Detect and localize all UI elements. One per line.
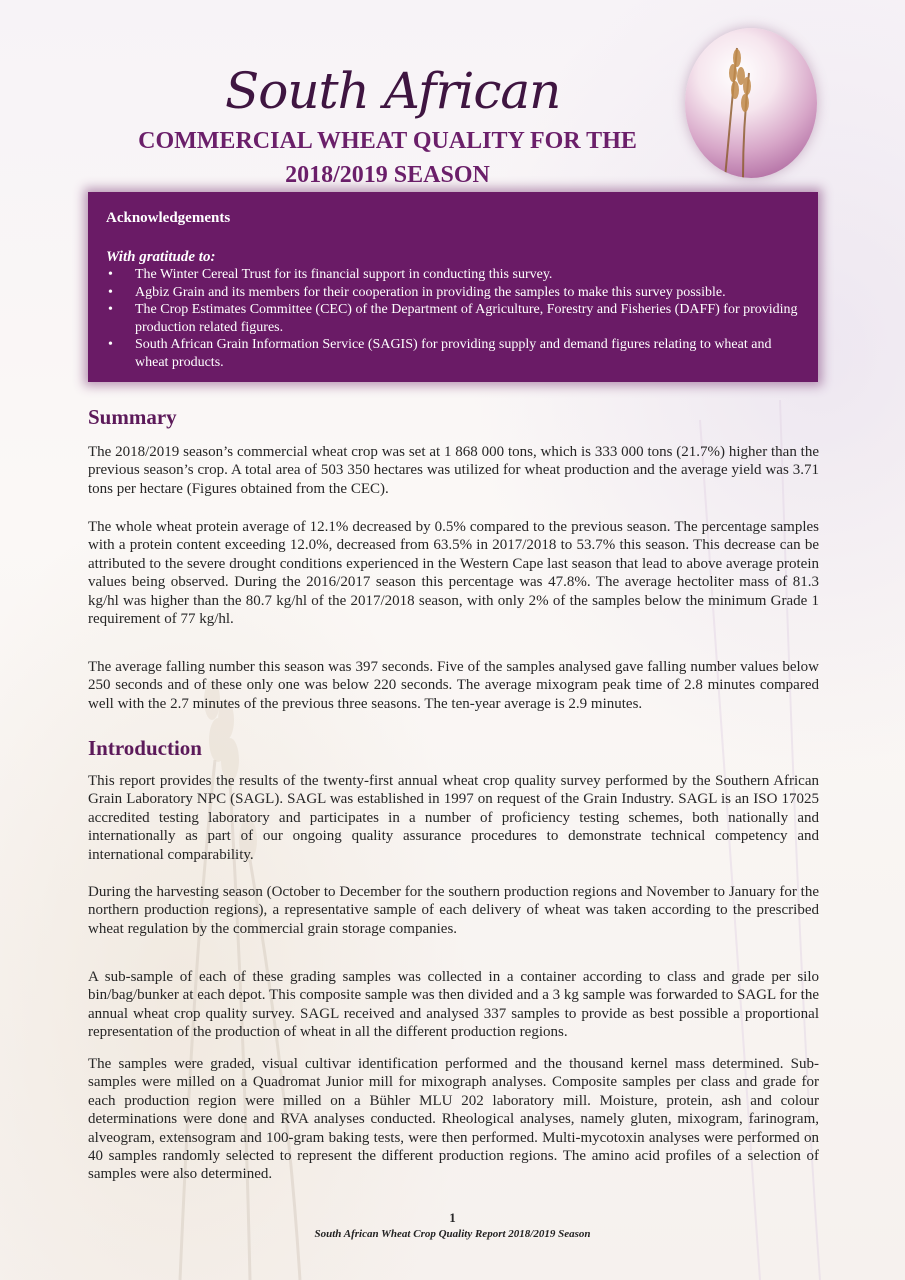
wheat-photo-emblem (685, 28, 817, 178)
page-footer: South African Wheat Crop Quality Report 2018/2019 Season (314, 1228, 591, 1240)
acknowledgements-list (106, 266, 798, 371)
title-script-south-african: South African (225, 62, 561, 120)
introduction-paragraph: During the harvesting season (October to December for the southern production regions and November to January for the northern production regions), a representative sample of each delivery of wheat was taken according to the prescribed wheat regulation by the commercial grain storage companies. (88, 884, 819, 937)
introduction-paragraph: The samples were graded, visual cultivar identification performed and the thousand kernel mass determined. Sub-samples were milled on a Quadromat Junior mill for mixograph analyses. Composite samples per class and grade for each production region were milled on a Bühler MLU 202 laboratory mill. Moisture, protein, ash and colour determinations were done and RVA analyses conducted. Rheological analyses, namely gluten, mixogram, farinogram, alveogram, extensogram and 100-gram baking tests, were then performed. Multi-mycotoxin analyses were performed on 40 samples randomly selected to represent the different production regions. The amino acid profiles of a selection of samples were also determined. (88, 1056, 819, 1183)
summary-paragraph: The whole wheat protein average of 12.1% decreased by 0.5% compared to the previous season. The percentage samples with a protein content exceeding 12.0%, decreased from 63.5% in 2017/2018 to 53.7% this season. This decrease can be attributed to the severe drought conditions experienced in the Western Cape last season that lead to above average protein values being observed. During the 2016/2017 season this percentage was 47.8%. The average hectoliter mass of 81.3 kg/hl was higher than the 80.7 kg/hl of the 2017/2018 season, with only 2% of the samples below the minimum Grade 1 requirement of 77 kg/hl. (88, 519, 819, 628)
summary-heading: Summary (88, 405, 177, 429)
summary-paragraph: The 2018/2019 season’s commercial wheat crop was set at 1 868 000 tons, which is 333 000 tons (21.7%) higher than the previous season’s crop. A total area of 503 350 hectares was utilized for wheat production and the average yield was 3.71 tons per hectare (Figures obtained from the CEC). (88, 444, 819, 497)
acknowledgement-item: • The Crop Estimates Committee (CEC) of the Department of Agriculture, Forestry and Fisheries (DAFF) for providing production related figures. (106, 301, 798, 336)
acknowledgement-item: • The Winter Cereal Trust for its financial support in conducting this survey. (106, 266, 798, 284)
acknowledgements-heading: Acknowledgements (106, 210, 231, 226)
acknowledgements-box (88, 192, 818, 382)
wheat-ear-icon (685, 28, 817, 178)
summary-paragraph: The average falling number this season was 397 seconds. Five of the samples analysed gave falling number values below 250 seconds and of these only one was below 220 seconds. The average mixogram peak time of 2.8 minutes compared well with the 2.7 minutes of the previous three seasons. The ten-year average is 2.9 minutes. (88, 659, 819, 712)
title-heading-line1: COMMERCIAL WHEAT QUALITY FOR THE (138, 128, 637, 154)
acknowledgement-item: • Agbiz Grain and its members for their cooperation in providing the samples to make this survey possible. (106, 284, 798, 302)
acknowledgements-subheading: With gratitude to: (106, 248, 216, 265)
acknowledgement-item: • South African Grain Information Service (SAGIS) for providing supply and demand figures relating to wheat and wheat products. (106, 336, 798, 371)
page-number: 1 (449, 1210, 456, 1225)
introduction-paragraph: A sub-sample of each of these grading samples was collected in a container according to class and grade per silo bin/bag/bunker at each depot. This composite sample was then divided and a 3 kg sample was forwarded to SAGL for the annual wheat crop quality survey. SAGL received and analysed 337 samples to provide as best possible a proportional representation of the production of wheat in all the different production regions. (88, 969, 819, 1041)
introduction-heading: Introduction (88, 736, 202, 760)
introduction-paragraph: This report provides the results of the twenty-first annual wheat crop quality survey performed by the Southern African Grain Laboratory NPC (SAGL). SAGL was established in 1997 on request of the Grain Industry. SAGL is an ISO 17025 accredited testing laboratory and participates in a number of proficiency testing schemes, both nationally and internationally as part of our ongoing quality assurance procedures to demonstrate technical competency and international comparability. (88, 773, 819, 863)
title-heading-line2: 2018/2019 SEASON (285, 162, 490, 188)
